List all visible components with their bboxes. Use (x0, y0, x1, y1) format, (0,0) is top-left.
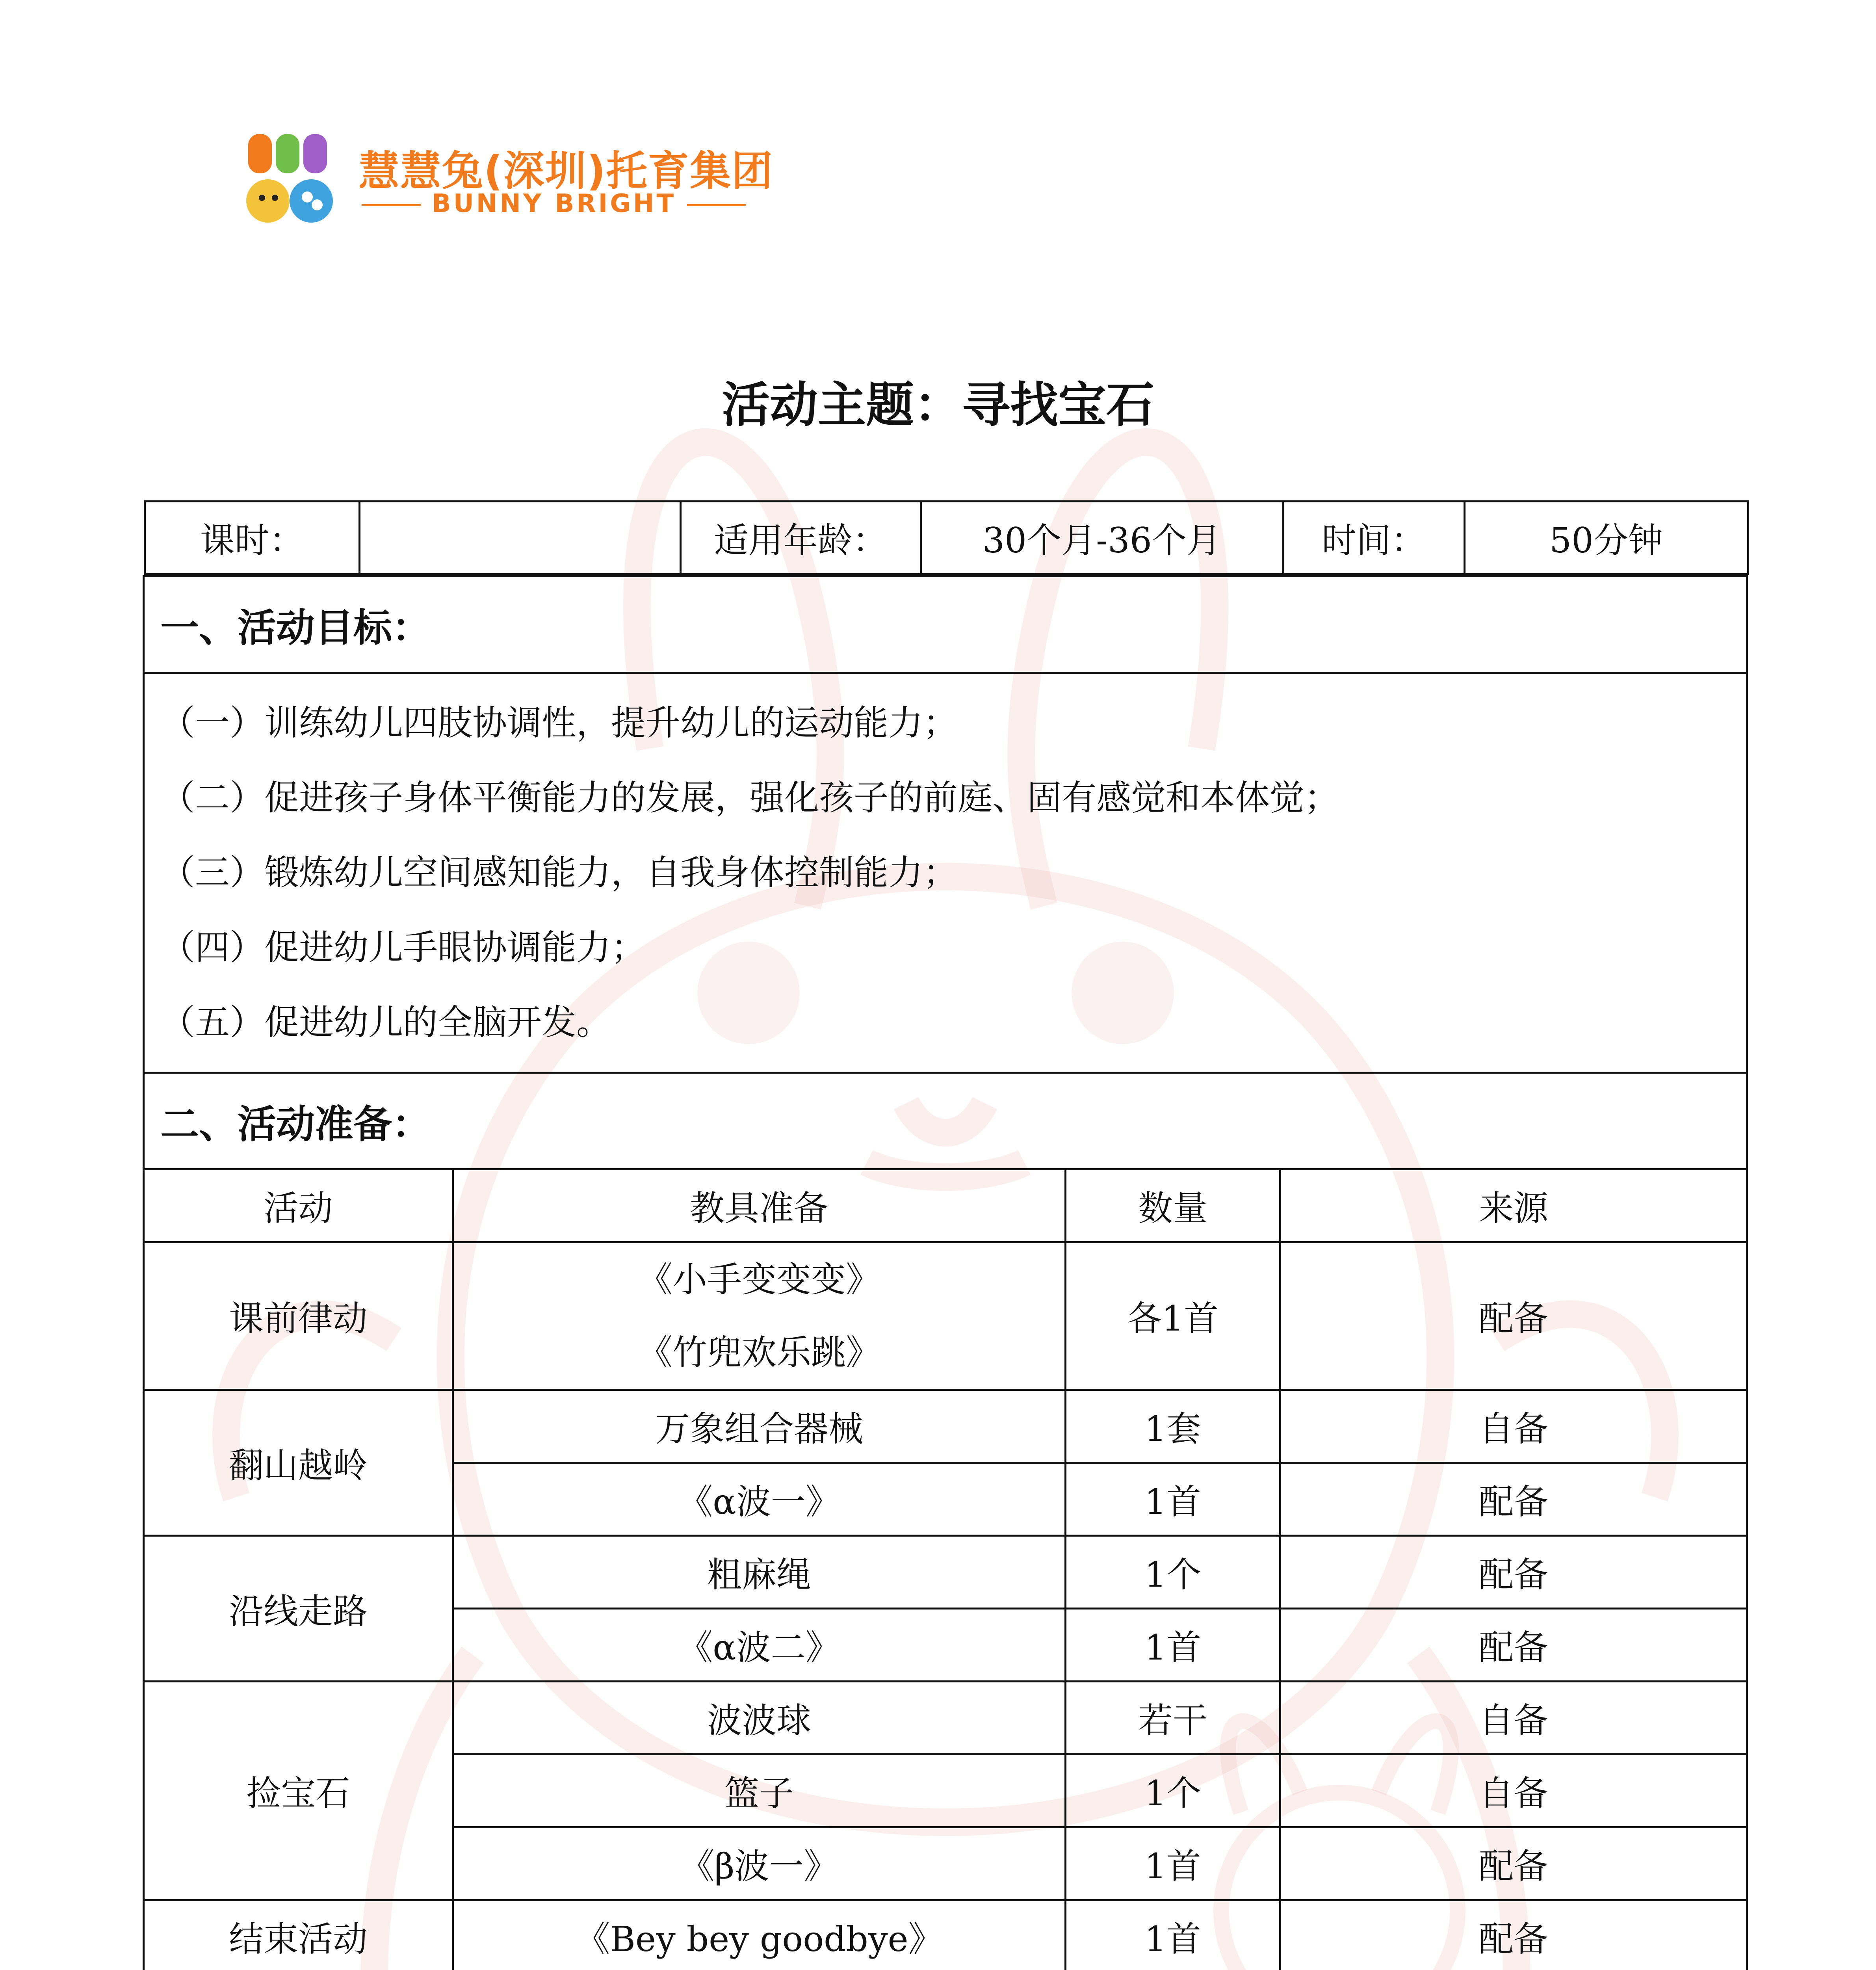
tools-cell: 《Bey bey goodbye》 (453, 1900, 1066, 1970)
brand-name-cn: 慧慧兔(深圳)托育集团 (358, 147, 774, 195)
col-source: 来源 (1280, 1169, 1747, 1242)
tool-item: 《竹兜欢乐跳》 (637, 1332, 880, 1373)
source-cell: 配备 (1280, 1536, 1747, 1609)
time-label: 时间： (1283, 502, 1464, 574)
goal-item: （四）促进幼儿手眼协调能力； (160, 927, 646, 968)
header-logo (244, 130, 774, 229)
col-activity: 活动 (144, 1169, 453, 1242)
source-cell: 自备 (1280, 1682, 1747, 1754)
goal-item: （三）锻炼幼儿空间感知能力，自我身体控制能力； (160, 852, 958, 893)
table-row (144, 1900, 1747, 1970)
qty-cell: 1首 (1066, 1827, 1280, 1900)
qty-cell: 1个 (1066, 1536, 1280, 1609)
period-label: 课时： (145, 502, 359, 574)
page-title: 活动主题：寻找宝石 (722, 377, 1154, 433)
qty-cell: 1首 (1066, 1463, 1280, 1536)
source-cell: 配备 (1280, 1242, 1747, 1390)
source-cell: 配备 (1280, 1609, 1747, 1682)
qty-cell: 1个 (1066, 1754, 1280, 1827)
age-label: 适用年龄： (680, 502, 921, 574)
lesson-plan-table (143, 500, 1746, 1970)
qty-cell: 1首 (1066, 1609, 1280, 1682)
goal-item: （五）促进幼儿的全脑开发。 (160, 1002, 611, 1043)
brand-name-en (351, 189, 757, 218)
goal-item: （一）训练幼儿四肢协调性，提升幼儿的运动能力； (160, 703, 958, 743)
brand-en-text: BUNNY BRIGHT (432, 189, 676, 218)
info-row (144, 500, 1749, 575)
table-row (144, 1390, 1747, 1463)
tools-cell: 《α波二》 (453, 1609, 1066, 1682)
period-value (359, 502, 680, 574)
tool-item: 《小手变变变》 (637, 1259, 880, 1300)
prep-heading: 二、活动准备： (144, 1073, 1747, 1169)
goal-item: （二）促进孩子身体平衡能力的发展，强化孩子的前庭、固有感觉和本体觉； (160, 777, 1339, 818)
table-row (144, 1242, 1747, 1390)
time-value: 50分钟 (1464, 502, 1748, 574)
goals-heading: 一、活动目标： (144, 576, 1747, 673)
tools-cell: 粗麻绳 (453, 1536, 1066, 1609)
activity-cell: 捡宝石 (144, 1682, 453, 1900)
goals-list (144, 673, 1747, 1073)
tools-cell (453, 1242, 1066, 1390)
source-cell: 自备 (1280, 1390, 1747, 1463)
activity-cell: 翻山越岭 (144, 1390, 453, 1536)
tools-cell: 《β波一》 (453, 1827, 1066, 1900)
col-quantity: 数量 (1066, 1169, 1280, 1242)
source-cell: 自备 (1280, 1754, 1747, 1827)
tools-cell: 波波球 (453, 1682, 1066, 1754)
source-cell: 配备 (1280, 1827, 1747, 1900)
qty-cell: 1首 (1066, 1900, 1280, 1970)
tools-cell: 篮子 (453, 1754, 1066, 1827)
activity-cell: 结束活动 (144, 1900, 453, 1970)
age-value: 30个月-36个月 (921, 502, 1283, 574)
tools-cell: 万象组合器械 (453, 1390, 1066, 1463)
brand-divider (687, 204, 746, 206)
activity-cell: 课前律动 (144, 1242, 453, 1390)
brand-divider (362, 204, 421, 206)
source-cell: 配备 (1280, 1900, 1747, 1970)
qty-cell: 若干 (1066, 1682, 1280, 1754)
qty-cell: 1套 (1066, 1390, 1280, 1463)
source-cell: 配备 (1280, 1463, 1747, 1536)
tools-cell: 《α波一》 (453, 1463, 1066, 1536)
col-tools: 教具准备 (453, 1169, 1066, 1242)
table-row (144, 1536, 1747, 1609)
qty-cell: 各1首 (1066, 1242, 1280, 1390)
table-row (144, 1682, 1747, 1754)
activity-cell: 沿线走路 (144, 1536, 453, 1682)
bunny-logo-icon (244, 130, 347, 229)
prep-header-row (144, 1169, 1747, 1242)
